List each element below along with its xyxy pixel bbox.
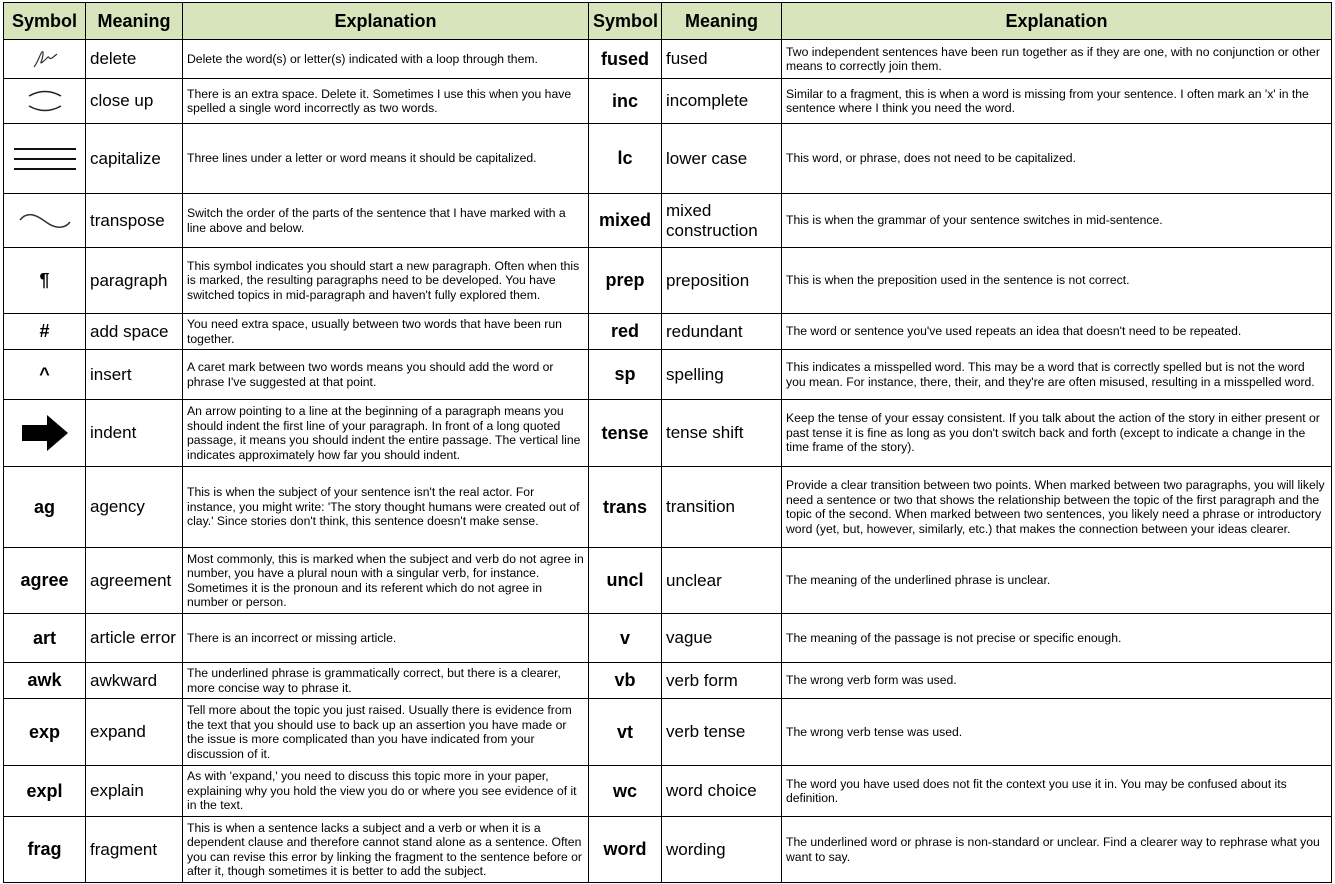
explanation-cell: There is an extra space. Delete it. Sometimes I use this when you have spelled a single word incorrectly as two words.	[183, 79, 589, 124]
explanation-cell: This word, or phrase, does not need to be capitalized.	[782, 124, 1332, 194]
meaning-cell: transpose	[86, 194, 183, 248]
meaning-cell: awkward	[86, 663, 183, 699]
explanation-cell: A caret mark between two words means you should add the word or phrase I've suggested at that point.	[183, 350, 589, 400]
explanation-cell: Delete the word(s) or letter(s) indicated with a loop through them.	[183, 40, 589, 79]
meaning-cell: paragraph	[86, 248, 183, 314]
header-meaning: Meaning	[86, 3, 183, 40]
table-row	[4, 663, 1332, 699]
explanation-cell: Switch the order of the parts of the sentence that I have marked with a line above and below.	[183, 194, 589, 248]
explanation-cell: The word you have used does not fit the context you use it in. You may be confused about its definition.	[782, 766, 1332, 817]
table-row	[4, 467, 1332, 548]
table-row	[4, 614, 1332, 663]
meaning-cell: fragment	[86, 817, 183, 883]
explanation-cell: This is when the grammar of your sentence switches in mid-sentence.	[782, 194, 1332, 248]
meaning-cell: spelling	[662, 350, 782, 400]
explanation-cell: You need extra space, usually between two words that have been run together.	[183, 314, 589, 350]
symbol-cell: mixed	[589, 194, 662, 248]
symbol-cell: red	[589, 314, 662, 350]
header-row	[4, 3, 1332, 40]
header-meaning: Meaning	[662, 3, 782, 40]
delete-loop-icon	[4, 40, 86, 79]
header-explanation: Explanation	[183, 3, 589, 40]
symbol-cell: art	[4, 614, 86, 663]
explanation-cell: Keep the tense of your essay consistent. If you talk about the action of the story in either present or past tense it is fine as long as you don't switch back and forth (except to indicate a change in the time frame of the story).	[782, 400, 1332, 467]
table-row	[4, 766, 1332, 817]
meaning-cell: mixed construction	[662, 194, 782, 248]
explanation-cell: There is an incorrect or missing article.	[183, 614, 589, 663]
symbol-cell: #	[4, 314, 86, 350]
meaning-cell: expand	[86, 699, 183, 766]
explanation-cell: The word or sentence you've used repeats an idea that doesn't need to be repeated.	[782, 314, 1332, 350]
meaning-cell: capitalize	[86, 124, 183, 194]
symbol-cell: vt	[589, 699, 662, 766]
header-symbol: Symbol	[589, 3, 662, 40]
close-up-icon	[4, 79, 86, 124]
table-row	[4, 40, 1332, 79]
meaning-cell: transition	[662, 467, 782, 548]
meaning-cell: explain	[86, 766, 183, 817]
symbol-cell: inc	[589, 79, 662, 124]
explanation-cell: As with 'expand,' you need to discuss this topic more in your paper, explaining why you hold the view you do or where you see evidence of it in the text.	[183, 766, 589, 817]
symbol-cell: frag	[4, 817, 86, 883]
meaning-cell: lower case	[662, 124, 782, 194]
symbol-cell: lc	[589, 124, 662, 194]
symbol-cell: expl	[4, 766, 86, 817]
meaning-cell: agency	[86, 467, 183, 548]
symbol-cell: wc	[589, 766, 662, 817]
symbol-cell: awk	[4, 663, 86, 699]
explanation-cell: This symbol indicates you should start a new paragraph. Often when this is marked, the resulting paragraphs need to be developed. You have switched topics in mid-paragraph and haven't fully explored them.	[183, 248, 589, 314]
explanation-cell: Two independent sentences have been run together as if they are one, with no conjunction or other means to correctly join them.	[782, 40, 1332, 79]
explanation-cell: Three lines under a letter or word means it should be capitalized.	[183, 124, 589, 194]
meaning-cell: preposition	[662, 248, 782, 314]
right-arrow-icon	[4, 400, 86, 467]
symbol-cell: ag	[4, 467, 86, 548]
meaning-cell: indent	[86, 400, 183, 467]
symbol-cell: tense	[589, 400, 662, 467]
explanation-cell: This is when a sentence lacks a subject and a verb or when it is a dependent clause and therefore cannot stand alone as a sentence. Often you can revise this error by linking the fragment to the sentence before or after it, though sometimes it is better to add the subject.	[183, 817, 589, 883]
explanation-cell: The meaning of the passage is not precise or specific enough.	[782, 614, 1332, 663]
meaning-cell: incomplete	[662, 79, 782, 124]
meaning-cell: close up	[86, 79, 183, 124]
symbol-cell: ¶	[4, 248, 86, 314]
table-row	[4, 400, 1332, 467]
explanation-cell: The meaning of the underlined phrase is unclear.	[782, 548, 1332, 614]
triple-underline-icon	[4, 124, 86, 194]
explanation-cell: Most commonly, this is marked when the subject and verb do not agree in number, you have a plural noun with a singular verb, for instance. Sometimes it is the pronoun and its referent which do not agree in number or person.	[183, 548, 589, 614]
explanation-cell: The underlined word or phrase is non-standard or unclear. Find a clearer way to rephrase what you want to say.	[782, 817, 1332, 883]
symbol-cell: agree	[4, 548, 86, 614]
explanation-cell: The wrong verb tense was used.	[782, 699, 1332, 766]
table-row	[4, 124, 1332, 194]
header-explanation: Explanation	[782, 3, 1332, 40]
explanation-cell: This indicates a misspelled word. This may be a word that is correctly spelled but is not the word you mean. For instance, there, their, and they're are often misused, resulting in a misspelled word.	[782, 350, 1332, 400]
meaning-cell: verb form	[662, 663, 782, 699]
symbol-cell: word	[589, 817, 662, 883]
explanation-cell: An arrow pointing to a line at the beginning of a paragraph means you should indent the first line of your paragraph. In front of a long quoted passage, it means you should indent the entire passage. The vertical line indicates approximately how far you should indent.	[183, 400, 589, 467]
symbol-cell: uncl	[589, 548, 662, 614]
tilde-wave-icon	[4, 194, 86, 248]
symbol-cell: vb	[589, 663, 662, 699]
meaning-cell: fused	[662, 40, 782, 79]
table-row	[4, 314, 1332, 350]
meaning-cell: add space	[86, 314, 183, 350]
table-row	[4, 248, 1332, 314]
explanation-cell: This is when the preposition used in the sentence is not correct.	[782, 248, 1332, 314]
proofreading-symbols-table	[3, 2, 1332, 883]
explanation-cell: This is when the subject of your sentence isn't the real actor. For instance, you might write: 'The story thought humans were created out of clay.' Since stories don't think, this sentence doesn't make sense.	[183, 467, 589, 548]
explanation-cell: Tell more about the topic you just raised. Usually there is evidence from the text that you should use to back up an assertion you have made or the issue is more complicated than you have indicated from your discussion of it.	[183, 699, 589, 766]
table-row	[4, 194, 1332, 248]
meaning-cell: wording	[662, 817, 782, 883]
header-symbol: Symbol	[4, 3, 86, 40]
meaning-cell: agreement	[86, 548, 183, 614]
table-row	[4, 548, 1332, 614]
meaning-cell: delete	[86, 40, 183, 79]
explanation-cell: The underlined phrase is grammatically correct, but there is a clearer, more concise way to phrase it.	[183, 663, 589, 699]
table-row	[4, 817, 1332, 883]
table-row	[4, 350, 1332, 400]
symbol-cell: exp	[4, 699, 86, 766]
meaning-cell: redundant	[662, 314, 782, 350]
symbol-cell: ^	[4, 350, 86, 400]
meaning-cell: article error	[86, 614, 183, 663]
explanation-cell: The wrong verb form was used.	[782, 663, 1332, 699]
meaning-cell: tense shift	[662, 400, 782, 467]
meaning-cell: vague	[662, 614, 782, 663]
table-row	[4, 699, 1332, 766]
meaning-cell: insert	[86, 350, 183, 400]
symbol-cell: fused	[589, 40, 662, 79]
table-row	[4, 79, 1332, 124]
symbol-cell: v	[589, 614, 662, 663]
symbol-cell: sp	[589, 350, 662, 400]
meaning-cell: unclear	[662, 548, 782, 614]
symbol-cell: trans	[589, 467, 662, 548]
explanation-cell: Provide a clear transition between two points. When marked between two paragraphs, you will likely need a sentence or two that shows the relationship between the topic of the first paragraph and the topic of the second. When marked between two sentences, you likely need a phrase or introductory word (yet, but, however, similarly, etc.) that makes the connection between your ideas clearer.	[782, 467, 1332, 548]
meaning-cell: verb tense	[662, 699, 782, 766]
meaning-cell: word choice	[662, 766, 782, 817]
symbol-cell: prep	[589, 248, 662, 314]
explanation-cell: Similar to a fragment, this is when a word is missing from your sentence. I often mark an 'x' in the sentence where I think you need the word.	[782, 79, 1332, 124]
